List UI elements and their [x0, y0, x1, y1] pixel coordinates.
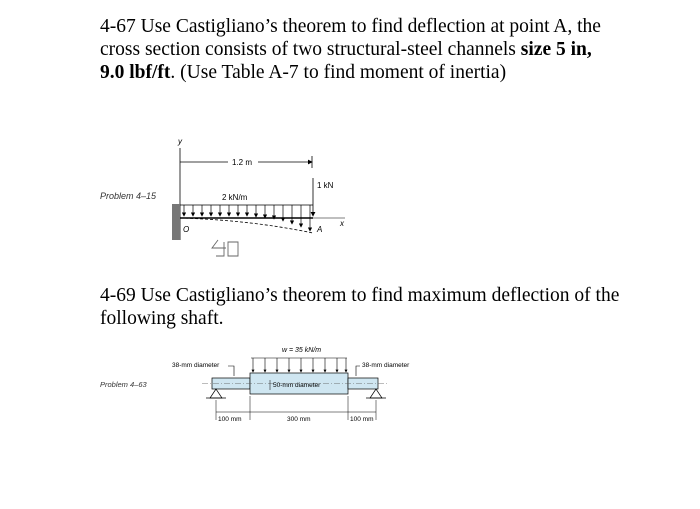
- shaft-right-segment: [348, 378, 378, 389]
- right-diameter-label: 38-mm diameter: [362, 362, 410, 369]
- figure-problem-4-15: [0, 130, 700, 270]
- center-diameter-label: 50-mm diameter: [273, 382, 321, 389]
- y-axis-label: y: [178, 137, 182, 146]
- figure2-caption: Problem 4–63: [100, 380, 147, 389]
- right-length-label: 100 mm: [350, 416, 374, 423]
- left-support: [206, 389, 226, 398]
- channel-section-sketch: [212, 240, 238, 256]
- problem-text-tail: . (Use Table A-7 to find moment of inertia): [170, 62, 507, 83]
- problem-text: Use Castigliano’s theorem to find deflection at point A, the cross section consists of two structural-steel channels: [100, 16, 601, 60]
- figure1-caption: Problem 4–15: [100, 191, 157, 201]
- right-support: [366, 389, 386, 398]
- left-diameter-leader: [228, 366, 234, 376]
- distributed-load-label: 2 kN/m: [222, 193, 248, 202]
- shaft-load-arrows: [251, 358, 347, 372]
- point-load-label: 1 kN: [317, 181, 334, 190]
- point-a-label: A: [317, 225, 323, 234]
- x-axis-label: x: [340, 219, 344, 228]
- origin-label: O: [183, 225, 190, 234]
- left-length-label: 100 mm: [218, 416, 242, 423]
- right-diameter-leader: [356, 366, 360, 376]
- deflected-shape: [180, 218, 313, 233]
- fixed-wall: [172, 204, 180, 240]
- problem-text: Use Castigliano’s theorem to find maximum deflection of the following shaft.: [100, 285, 620, 329]
- shaft-load-label: w = 35 kN/m: [282, 347, 322, 354]
- span-label: 1.2 m: [232, 158, 253, 167]
- problem-number: 4-67: [100, 16, 136, 37]
- problem-bold-spec: size 5 in, 9.0 lbf/ft: [100, 39, 592, 83]
- figure-problem-4-63: [0, 340, 700, 440]
- problem-4-69-text: [100, 284, 620, 330]
- center-length-label: 300 mm: [287, 416, 311, 423]
- problem-4-67-text: [100, 15, 620, 84]
- left-diameter-label: 38-mm diameter: [172, 362, 220, 369]
- problem-number: 4-69: [100, 285, 136, 306]
